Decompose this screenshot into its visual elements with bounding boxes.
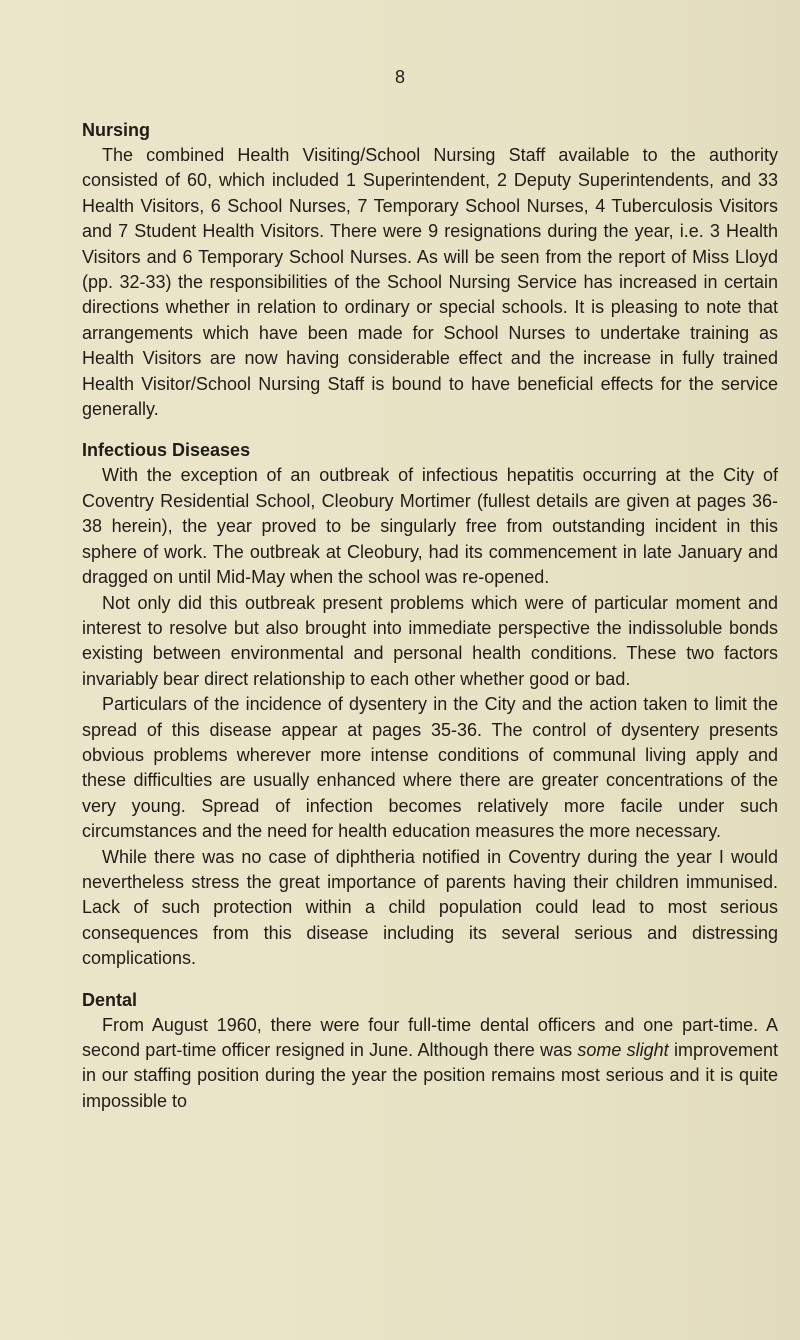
section-infectious-diseases — [82, 438, 778, 971]
paragraph-text: From August 1960, there were four full-time dental officers and one part-time. A second part-time officer resigned in June. Although there was — [82, 1014, 778, 1060]
page-number: 8 — [394, 67, 405, 87]
paragraph: With the exception of an outbreak of infectious hepatitis occurring at the City of Coventry Residential School, Cleobury Mortimer (fullest details are given at pages 36-38 herein), the year proved to be singularly free from outstanding incident in this sphere of work. The outbreak at Cleobury, had its commencement in late January and dragged on until Mid-May when the school was re-opened. — [82, 465, 778, 588]
section-heading-infectious-diseases: Infectious Diseases — [82, 440, 251, 461]
paragraph — [82, 1013, 778, 1115]
paragraph: Particulars of the incidence of dysentery in the City and the action taken to limit the spread of this disease appear at pages 35-36. The control of dysentery presents obvious problems wherever more intense conditions of communal living apply and these difficulties are usually enhanced where there are greater concentrations of the very young. Spread of infection becomes relatively more facile under such circumstances and the need for health education measures the more necessary. — [82, 694, 778, 842]
page-content — [82, 118, 778, 1114]
paragraph-text: improvement in our staffing position during the year the position remains most serious and it is quite impossible to — [82, 1040, 778, 1111]
section-nursing — [82, 118, 778, 422]
section-heading-dental: Dental — [82, 989, 138, 1010]
paragraph: Not only did this outbreak present problems which were of particular moment and interest to resolve but also brought into immediate perspective the indissoluble bonds existing between environmental and personal health conditions. These two factors invariably bear direct relationship to each other whether good or bad. — [82, 592, 778, 689]
section-dental — [82, 988, 778, 1115]
paragraph: The combined Health Visiting/School Nursing Staff available to the authority consisted of 60, which included 1 Superintendent, 2 Deputy Superintendents, and 33 Health Visitors, 6 School Nurses, 7 Temporary School Nurses, 4 Tuberculosis Visitors and 7 Student Health Visitors. There were 9 resignations during the year, i.e. 3 Health Visitors and 6 Temporary School Nurses. As will be seen from the report of Miss Lloyd (pp. 32-33) the responsibilities of the School Nursing Service has increased in certain directions whether in relation to ordinary or special schools. It is pleasing to note that arrangements which have been made for School Nurses to undertake training as Health Visitors are now having considerable effect and the increase in fully trained Health Visitor/School Nursing Staff is bound to have beneficial effects for the service generally. — [82, 145, 778, 420]
section-heading-nursing: Nursing — [82, 120, 151, 140]
emphasized-text: some slight — [577, 1040, 669, 1060]
paragraph: While there was no case of diphtheria notified in Coventry during the year I would nevertheless stress the great importance of parents having their children immunised. Lack of such protection within a child population could lead to most serious consequences from this disease including its several serious and distressing complications. — [82, 846, 778, 969]
